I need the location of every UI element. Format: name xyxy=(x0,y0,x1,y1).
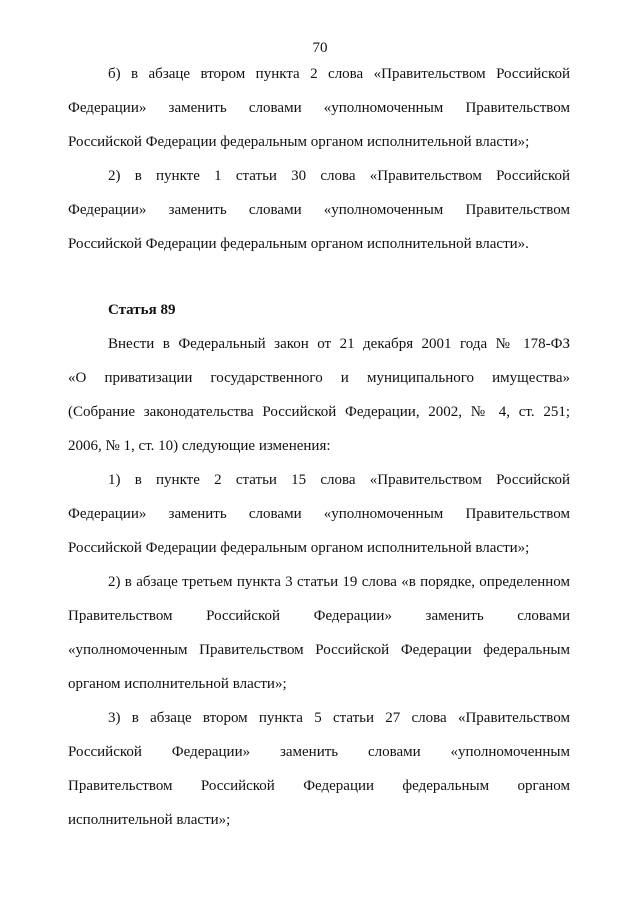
text-line: Правительством Российской Федерации федеральным органом xyxy=(68,778,570,794)
paragraph-item-2 xyxy=(68,571,570,707)
text-line: Федерации» заменить словами «уполномоченным Правительством xyxy=(68,100,570,116)
spacer xyxy=(68,267,570,299)
article-heading: Статья 89 xyxy=(108,302,176,318)
text-line: исполнительной власти»; xyxy=(68,812,231,828)
text-line: 2) в абзаце третьем пункта 3 статьи 19 слова «в порядке, определенном xyxy=(108,574,570,590)
text-line: б) в абзаце втором пункта 2 слова «Правительством Российской xyxy=(108,66,570,82)
text-line: 2006, № 1, ст. 10) следующие изменения: xyxy=(68,438,331,454)
text-line: Правительством Российской Федерации» заменить словами xyxy=(68,608,570,624)
text-line: 2) в пункте 1 статьи 30 слова «Правительством Российской xyxy=(108,168,570,184)
text-line: Российской Федерации федеральным органом исполнительной власти»; xyxy=(68,540,530,556)
text-line: (Собрание законодательства Российской Федерации, 2002, № 4, ст. 251; xyxy=(68,404,570,420)
text-line: Внести в Федеральный закон от 21 декабря 2001 года № 178-ФЗ xyxy=(108,336,570,352)
paragraph-item-1 xyxy=(68,469,570,571)
paragraph-amendment-2 xyxy=(68,165,570,267)
paragraph-item-3 xyxy=(68,707,570,843)
page-number: 70 xyxy=(312,40,328,56)
text-line: 1) в пункте 2 статьи 15 слова «Правительством Российской xyxy=(108,472,570,488)
text-line: 3) в абзаце втором пункта 5 статьи 27 слова «Правительством xyxy=(108,710,570,726)
document-body xyxy=(68,63,570,843)
text-line: «О приватизации государственного и муниципального имущества» xyxy=(68,370,570,386)
text-line: Российской Федерации федеральным органом исполнительной власти». xyxy=(68,236,529,252)
text-line: Федерации» заменить словами «уполномоченным Правительством xyxy=(68,202,570,218)
paragraph-article-intro xyxy=(68,333,570,469)
text-line: Федерации» заменить словами «уполномоченным Правительством xyxy=(68,506,570,522)
text-line: «уполномоченным Правительством Российской Федерации федеральным xyxy=(68,642,570,658)
text-line: Российской Федерации федеральным органом исполнительной власти»; xyxy=(68,134,530,150)
text-line: органом исполнительной власти»; xyxy=(68,676,287,692)
paragraph-amendment-b xyxy=(68,63,570,165)
text-line: Российской Федерации» заменить словами «уполномоченным xyxy=(68,744,570,760)
